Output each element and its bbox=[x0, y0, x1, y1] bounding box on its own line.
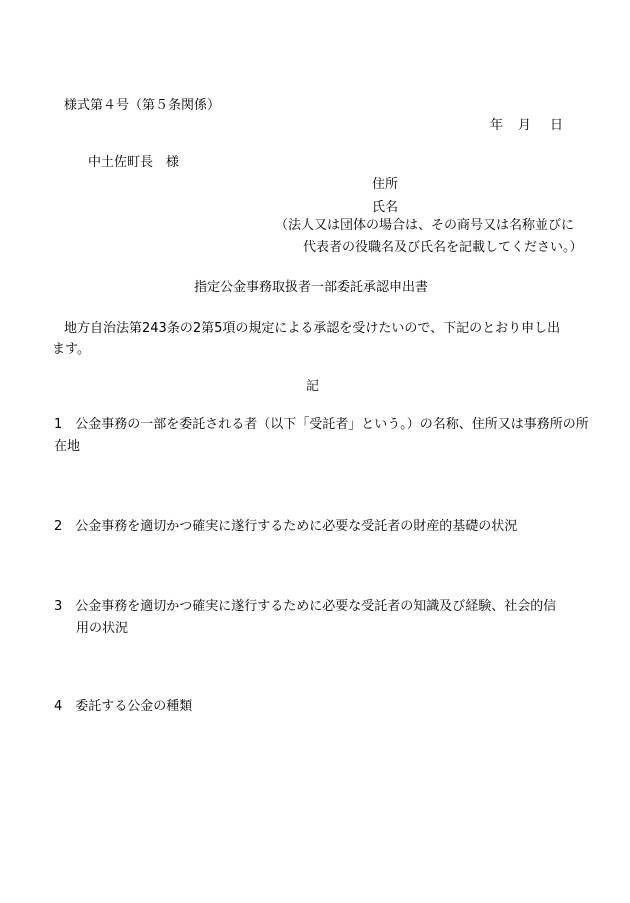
addressee: 中土佐町長 様 bbox=[88, 155, 180, 170]
date-day: 日 bbox=[550, 118, 564, 133]
item-4: 4 委託する公金の種類 bbox=[54, 699, 193, 714]
item-3-line2: 用の状況 bbox=[76, 621, 129, 636]
document-title: 指定公金事務取扱者一部委託承認申出書 bbox=[194, 280, 429, 295]
body-text-line1: 地方自治法第243条の2第5項の規定による承認を受けたいので、下記のとおり申し出 bbox=[64, 321, 561, 336]
ki-heading: 記 bbox=[306, 379, 320, 394]
body-text-line2: ます。 bbox=[52, 342, 90, 357]
item-3-line1: 3 公金事務を適切かつ確実に遂行するために必要な受託者の知識及び経験、社会的信 bbox=[54, 599, 557, 614]
item-1-line2: 在地 bbox=[54, 439, 81, 454]
applicant-note-line1: （法人又は団体の場合は、その商号又は名称並びに bbox=[275, 218, 575, 233]
applicant-note-line2: 代表者の役職名及び氏名を記載してください。） bbox=[303, 240, 583, 255]
form-number: 様式第４号（第５条関係） bbox=[64, 98, 221, 113]
date-year: 年 bbox=[490, 118, 504, 133]
address-label: 住所 bbox=[372, 177, 399, 192]
date-line bbox=[490, 115, 562, 137]
item-2: 2 公金事務を適切かつ確実に遂行するために必要な受託者の財産的基礎の状況 bbox=[54, 519, 518, 534]
date-month: 月 bbox=[518, 118, 532, 133]
item-1-line1: 1 公金事務の一部を委託される者（以下「受託者」という。）の名称、住所又は事務所の所 bbox=[54, 417, 589, 432]
name-label: 氏名 bbox=[372, 200, 399, 215]
